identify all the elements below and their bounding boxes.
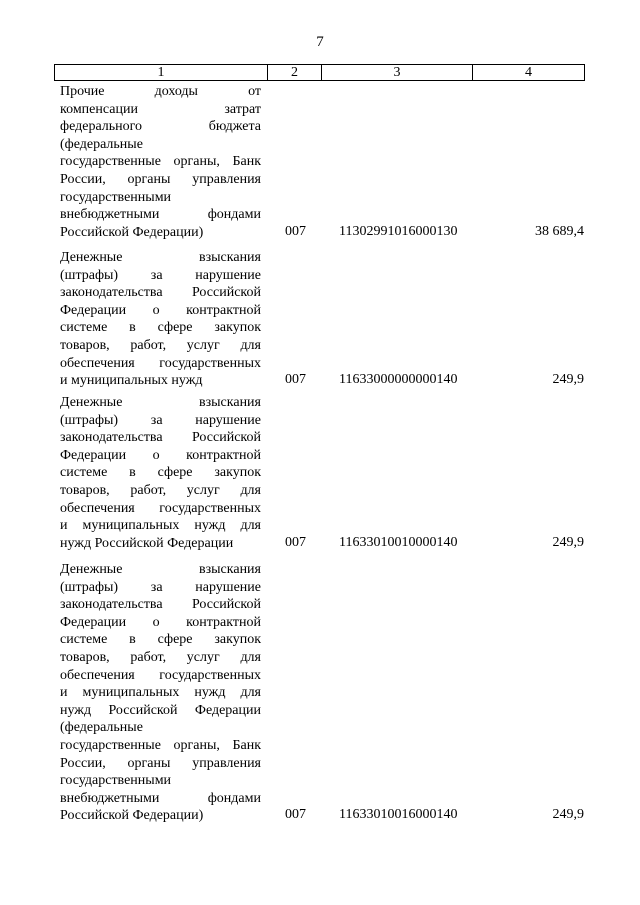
description-line: товаров, работ, услуг для	[60, 337, 261, 353]
description-line: законодательства Российской	[60, 430, 261, 446]
column-header-3: 3	[321, 65, 472, 80]
table-header-row	[54, 64, 585, 81]
row-amount: 249,9	[552, 807, 584, 823]
description-line: (федеральные	[60, 136, 143, 152]
description-line: нужд Российской Федерации	[60, 535, 234, 551]
column-header-4: 4	[472, 65, 584, 80]
description-line: Денежные взыскания	[60, 250, 261, 265]
page-number: 7	[316, 34, 324, 50]
description-line: (штрафы) за нарушение	[60, 267, 261, 283]
description-line: России, органы управления	[60, 171, 261, 187]
description-line: законодательства Российской	[60, 597, 261, 613]
row-code: 007	[285, 372, 306, 388]
description-line: (штрафы) за нарушение	[60, 579, 261, 595]
column-header-1: 1	[157, 65, 165, 80]
description-line: Российской Федерации)	[60, 224, 204, 240]
description-line: государственные органы, Банк	[60, 154, 261, 170]
row-description	[60, 561, 261, 825]
description-line: (штрафы) за нарушение	[60, 412, 261, 428]
description-line: внебюджетными фондами	[60, 790, 261, 806]
description-line: Федерации о контрактной	[60, 302, 261, 318]
description-line: товаров, работ, услуг для	[60, 649, 261, 665]
description-line: (федеральные	[60, 720, 143, 736]
description-line: государственные органы, Банк	[60, 737, 261, 753]
description-line: обеспечения государственных	[60, 500, 261, 516]
description-line: государственными	[60, 189, 172, 205]
row-kbk-code: 11633010016000140	[339, 807, 458, 823]
row-code: 007	[285, 534, 306, 550]
description-line: Денежные взыскания	[60, 395, 261, 410]
description-line: России, органы управления	[60, 755, 261, 771]
description-line: и муниципальных нужд для	[60, 685, 261, 701]
row-amount: 249,9	[552, 534, 584, 550]
description-line: законодательства Российской	[60, 285, 261, 301]
row-kbk-code: 11302991016000130	[339, 223, 458, 239]
description-line: государственными	[60, 773, 172, 789]
row-amount: 38 689,4	[535, 223, 584, 239]
description-line: Денежные взыскания	[60, 562, 261, 577]
row-description	[60, 394, 261, 552]
description-line: системе в сфере закупок	[60, 632, 261, 648]
description-line: Прочие доходы от	[60, 84, 261, 99]
row-description	[60, 249, 261, 390]
column-header-2: 2	[267, 65, 321, 80]
description-line: внебюджетными фондами	[60, 207, 261, 223]
description-line: нужд Российской Федерации	[60, 702, 261, 718]
description-line: Федерации о контрактной	[60, 614, 261, 630]
description-line: обеспечения государственных	[60, 667, 261, 683]
row-description	[60, 83, 261, 241]
description-line: Федерации о контрактной	[60, 447, 261, 463]
description-line: и муниципальных нужд для	[60, 518, 261, 534]
row-code: 007	[285, 807, 306, 823]
row-code: 007	[285, 223, 306, 239]
row-amount: 249,9	[552, 372, 584, 388]
description-line: и муниципальных нужд	[60, 373, 203, 389]
description-line: компенсации затрат	[60, 101, 261, 117]
description-line: системе в сфере закупок	[60, 320, 261, 336]
description-line: товаров, работ, услуг для	[60, 482, 261, 498]
description-line: системе в сфере закупок	[60, 465, 261, 481]
row-kbk-code: 11633010010000140	[339, 534, 458, 550]
row-kbk-code: 11633000000000140	[339, 372, 458, 388]
description-line: обеспечения государственных	[60, 355, 261, 371]
description-line: федерального бюджета	[60, 119, 261, 135]
description-line: Российской Федерации)	[60, 808, 204, 824]
